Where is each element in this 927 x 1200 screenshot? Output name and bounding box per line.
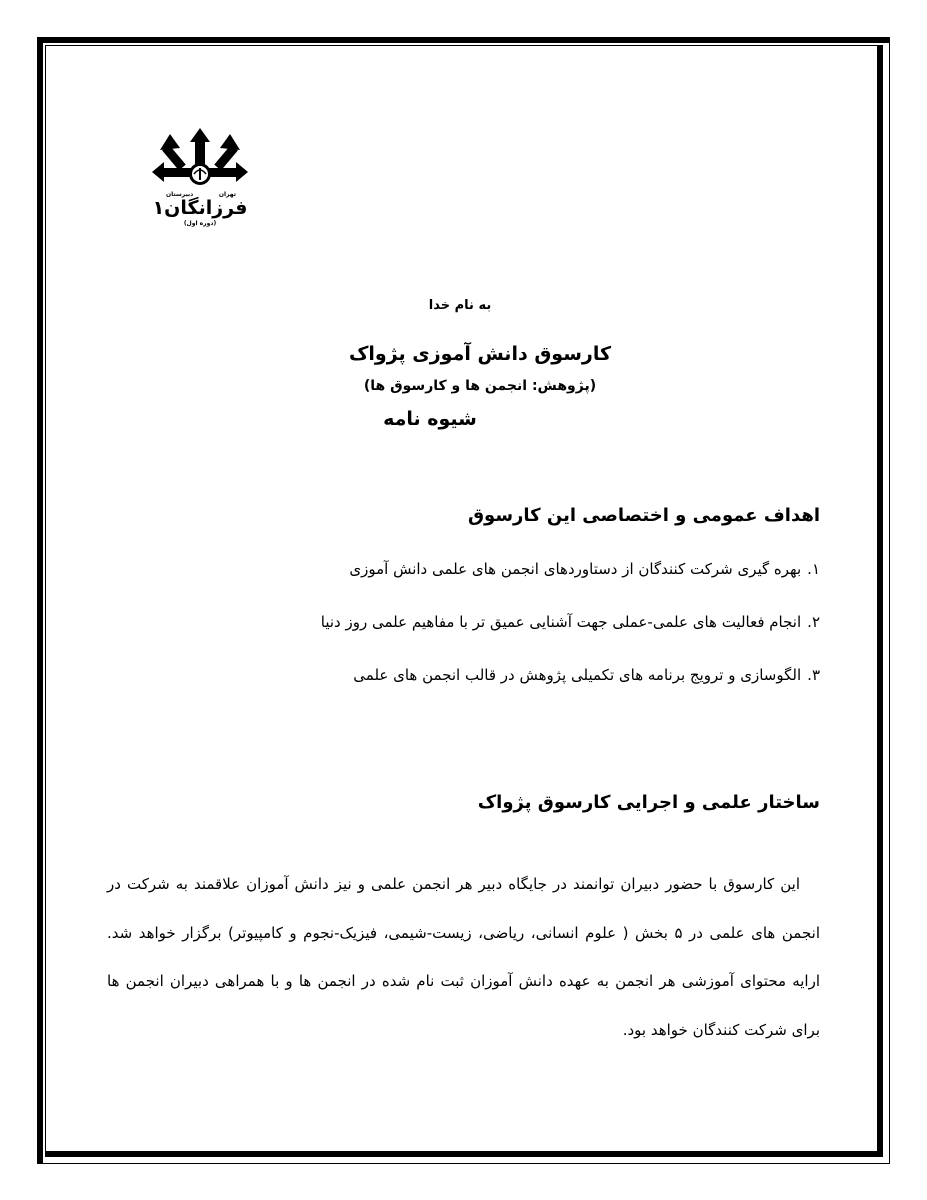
document-title: کارسوق دانش آموزی پژواک [348, 343, 612, 365]
document-type: شیوه نامه [383, 408, 477, 430]
goals-list [260, 556, 820, 715]
goal-item [260, 556, 820, 609]
goal-item [260, 609, 820, 662]
goal-text: الگوسازی و ترویج برنامه های تکمیلی پژوهش در قالب انجمن های علمی [353, 666, 802, 684]
goal-number: ۳. [807, 666, 820, 684]
goal-item [260, 662, 820, 715]
goal-text: بهره گیری شرکت کنندگان از دستاوردهای انجمن های علمی دانش آموزی [349, 560, 802, 578]
document-subtitle: (پژوهش: انجمن ها و کارسوق ها) [363, 378, 597, 394]
school-logo [150, 128, 250, 228]
goal-number: ۱. [807, 560, 820, 578]
logo-school-name: فرزانگان۱ [152, 197, 248, 219]
basmala: به نام خدا [428, 298, 492, 313]
section-goals-heading: اهداف عمومی و اختصاصی این کارسوق [467, 505, 820, 526]
logo-school-type: دبیرستان [166, 191, 194, 198]
arrows-emblem-icon [150, 128, 250, 192]
goal-number: ۲. [807, 613, 820, 631]
logo-city: تهران [218, 191, 236, 198]
section-structure-heading: ساختار علمی و اجرایی کارسوق پژواک [477, 792, 820, 813]
goal-text: انجام فعالیت های علمی-عملی جهت آشنایی عمیق تر با مفاهیم علمی روز دنیا [320, 613, 802, 631]
structure-paragraph: این کارسوق با حضور دبیران توانمند در جایگاه دبیر هر انجمن علمی و نیز دانش آموزان علاقمند به شرکت در انجمن های علمی در ۵ بخش ( علوم انسانی، ریاضی، زیست-شیمی، فیزیک-نجوم و کامپیوتر) برگزار خواهد شد. ارایه محتوای آموزشی هر انجمن به عهده دانش آموزان ثبت نام شده در انجمن ها و با همراهی دبیران انجمن ها برای شرکت کنندگان خواهد بود. [107, 875, 820, 1039]
logo-level: (دوره اول) [183, 220, 217, 227]
